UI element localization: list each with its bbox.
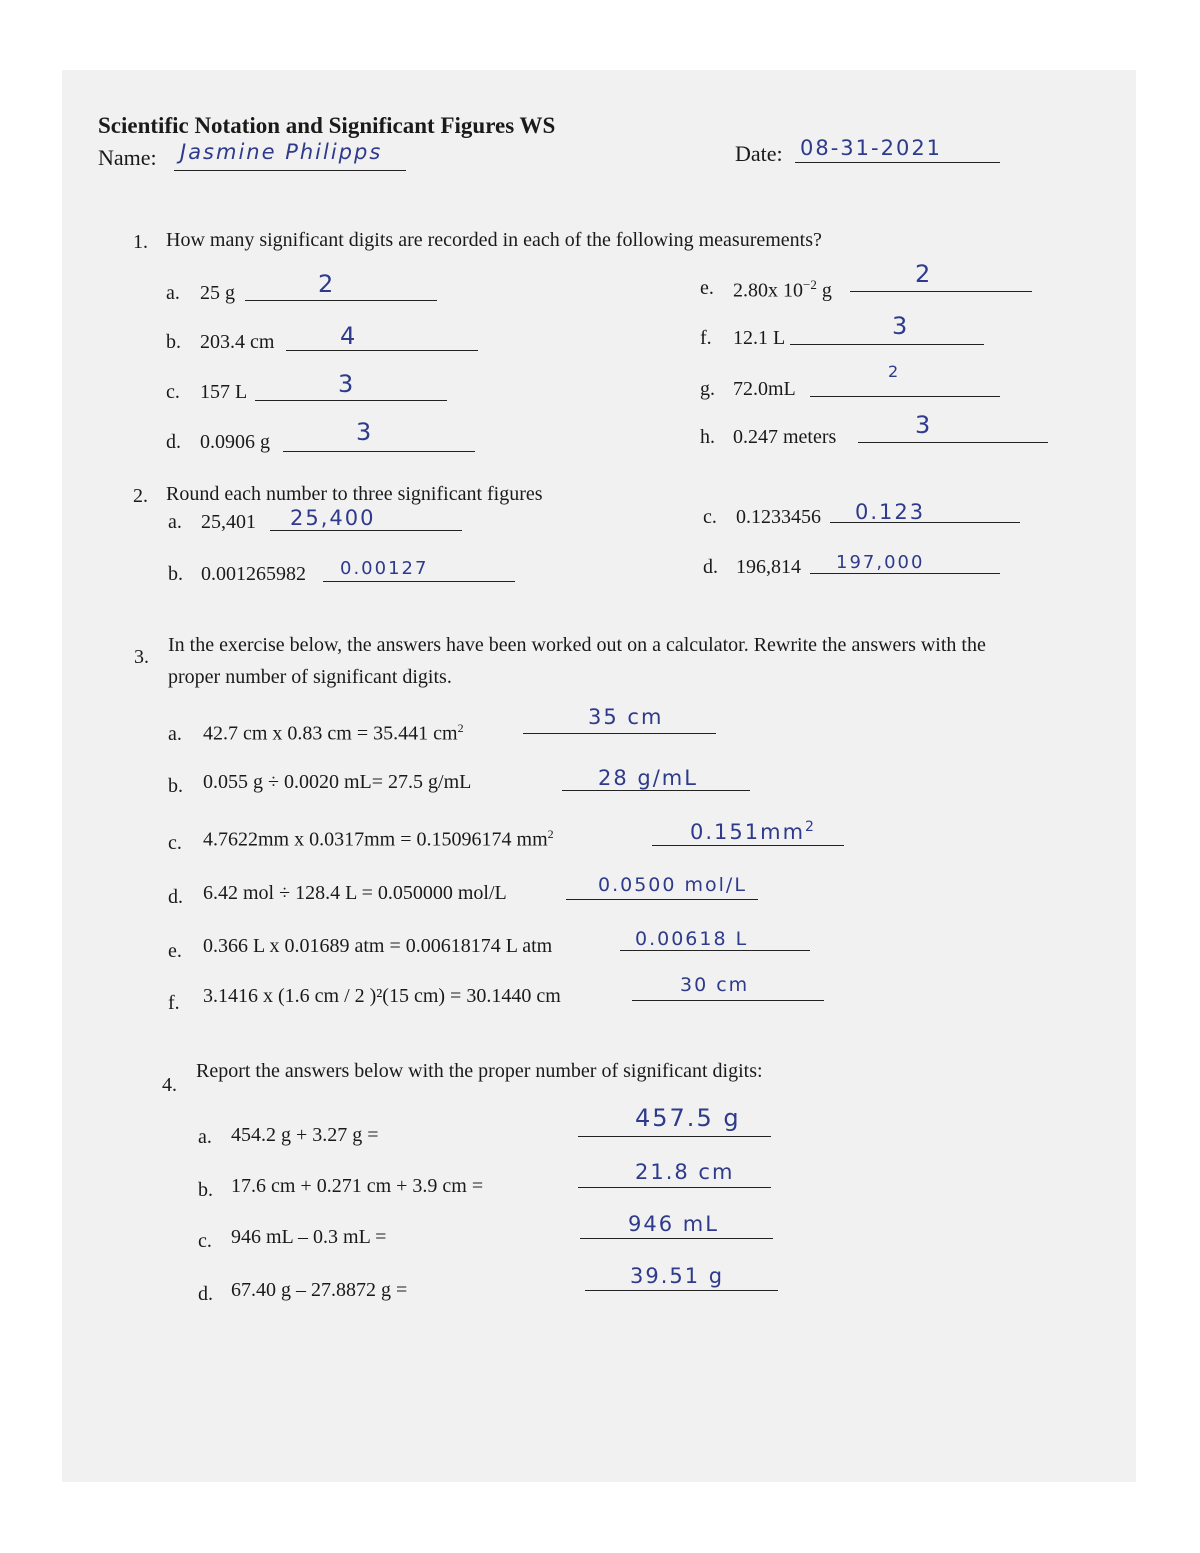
answer-line bbox=[578, 1187, 771, 1188]
q1g-answer: 2 bbox=[888, 362, 901, 381]
q4a-text: 454.2 g + 3.27 g = bbox=[231, 1124, 379, 1146]
q3a-answer: 35 cm bbox=[588, 705, 664, 729]
worksheet-title: Scientific Notation and Significant Figures WS bbox=[98, 113, 556, 138]
q1e-text bbox=[733, 277, 832, 303]
q1f-text: 12.1 L bbox=[733, 327, 786, 349]
q1b-answer: 4 bbox=[340, 322, 358, 350]
name-label: Name: bbox=[98, 145, 157, 170]
answer-line bbox=[255, 400, 447, 401]
q3c-text bbox=[203, 827, 554, 852]
q4c-label: c. bbox=[198, 1230, 212, 1252]
q1g-label: g. bbox=[700, 378, 715, 400]
q4b-text: 17.6 cm + 0.271 cm + 3.9 cm = bbox=[231, 1175, 484, 1197]
q1-number: 1. bbox=[133, 231, 148, 253]
q1f-answer: 3 bbox=[892, 312, 910, 340]
q3d-text: 6.42 mol ÷ 128.4 L = 0.050000 mol/L bbox=[203, 882, 507, 904]
answer-line bbox=[523, 733, 716, 734]
answer-line bbox=[850, 291, 1032, 292]
q1c-answer: 3 bbox=[338, 370, 356, 398]
answer-line bbox=[858, 442, 1048, 443]
q1h-label: h. bbox=[700, 426, 715, 448]
q2a-label: a. bbox=[168, 511, 182, 533]
q1f-label: f. bbox=[700, 327, 712, 349]
q1b-text: 203.4 cm bbox=[200, 331, 275, 353]
q4c-text: 946 mL – 0.3 mL = bbox=[231, 1226, 387, 1248]
q4-number: 4. bbox=[162, 1074, 177, 1096]
q3f-label: f. bbox=[168, 992, 180, 1014]
q3-prompt-line1: In the exercise below, the answers have been worked out on a calculator. Rewrite the answers with the bbox=[168, 634, 986, 656]
q1e-label: e. bbox=[700, 277, 714, 299]
q1d-text: 0.0906 g bbox=[200, 431, 270, 453]
q2a-text: 25,401 bbox=[201, 511, 256, 533]
answer-line bbox=[810, 573, 1000, 574]
answer-line bbox=[283, 451, 475, 452]
answer-line bbox=[632, 1000, 824, 1001]
answer-line bbox=[620, 950, 810, 951]
q3c-expression: 4.7622mm x 0.0317mm = 0.15096174 mm bbox=[203, 828, 548, 851]
q1d-label: d. bbox=[166, 431, 181, 453]
q1h-text: 0.247 meters bbox=[733, 426, 837, 448]
q4-prompt: Report the answers below with the proper number of significant digits: bbox=[196, 1060, 763, 1082]
answer-line bbox=[585, 1290, 778, 1291]
q4c-answer: 946 mL bbox=[628, 1212, 719, 1236]
date-line bbox=[795, 162, 1000, 163]
q2a-answer: 25,400 bbox=[290, 506, 376, 530]
q1b-label: b. bbox=[166, 331, 181, 353]
q2c-label: c. bbox=[703, 506, 717, 528]
q3f-answer: 30 cm bbox=[680, 974, 750, 996]
q2d-answer: 197,000 bbox=[836, 552, 925, 573]
answer-line bbox=[578, 1136, 771, 1137]
answer-line bbox=[830, 522, 1020, 523]
q3c-answer bbox=[690, 819, 816, 844]
q3e-text: 0.366 L x 0.01689 atm = 0.00618174 L atm bbox=[203, 935, 553, 957]
q4a-answer: 457.5 g bbox=[635, 1104, 741, 1132]
answer-line bbox=[790, 344, 984, 345]
q4a-label: a. bbox=[198, 1126, 212, 1148]
q3-prompt-line2: proper number of significant digits. bbox=[168, 666, 452, 688]
q1g-text: 72.0mL bbox=[733, 378, 796, 400]
q1-prompt: How many significant digits are recorded in each of the following measurements? bbox=[166, 229, 822, 251]
q1h-answer: 3 bbox=[915, 411, 933, 439]
q2b-text: 0.001265982 bbox=[201, 563, 306, 585]
q1e-exponent: −2 bbox=[803, 277, 817, 292]
answer-line bbox=[562, 790, 750, 791]
q2-prompt: Round each number to three significant figures bbox=[166, 483, 543, 505]
q2c-text: 0.1233456 bbox=[736, 506, 821, 528]
answer-line bbox=[270, 530, 462, 531]
q3-number: 3. bbox=[134, 646, 149, 668]
answer-line bbox=[245, 300, 437, 301]
name-value: Jasmine Philipps bbox=[180, 140, 383, 164]
q2-number: 2. bbox=[133, 485, 148, 507]
q2c-answer: 0.123 bbox=[855, 500, 926, 524]
q3a-text bbox=[203, 721, 464, 746]
q3a-label: a. bbox=[168, 723, 182, 745]
q3b-answer: 28 g/mL bbox=[598, 766, 698, 790]
date-value: 08-31-2021 bbox=[800, 136, 943, 160]
q3e-label: e. bbox=[168, 940, 182, 962]
q3f-text: 3.1416 x (1.6 cm / 2 )²(15 cm) = 30.1440 cm bbox=[203, 985, 561, 1007]
q4d-label: d. bbox=[198, 1283, 213, 1305]
q2d-text: 196,814 bbox=[736, 556, 801, 578]
answer-line bbox=[286, 350, 478, 351]
q4d-text: 67.40 g – 27.8872 g = bbox=[231, 1279, 408, 1301]
q3c-answer-value: 0.151mm bbox=[690, 820, 806, 844]
answer-line bbox=[810, 396, 1000, 397]
q3b-label: b. bbox=[168, 775, 183, 797]
q1e-unit: g bbox=[821, 279, 832, 302]
q3c-exponent: 2 bbox=[547, 827, 554, 841]
q1a-answer: 2 bbox=[318, 270, 336, 298]
answer-line bbox=[580, 1238, 773, 1239]
answer-line bbox=[652, 845, 844, 846]
q3c-label: c. bbox=[168, 832, 182, 854]
q2b-answer: 0.00127 bbox=[340, 558, 429, 579]
q1c-text: 157 L bbox=[200, 381, 248, 403]
q3b-text: 0.055 g ÷ 0.0020 mL= 27.5 g/mL bbox=[203, 771, 472, 793]
q3c-answer-exponent: 2 bbox=[805, 819, 816, 835]
q3a-expression: 42.7 cm x 0.83 cm = 35.441 cm bbox=[203, 722, 458, 745]
date-label: Date: bbox=[735, 141, 783, 166]
q3d-label: d. bbox=[168, 886, 183, 908]
answer-line bbox=[323, 581, 515, 582]
q4b-label: b. bbox=[198, 1179, 213, 1201]
q2b-label: b. bbox=[168, 563, 183, 585]
q4b-answer: 21.8 cm bbox=[635, 1160, 735, 1184]
q1a-label: a. bbox=[166, 282, 180, 304]
q3d-answer: 0.0500 mol/L bbox=[598, 874, 747, 896]
q1c-label: c. bbox=[166, 381, 180, 403]
q3a-exponent: 2 bbox=[457, 721, 464, 735]
q3e-answer: 0.00618 L bbox=[635, 928, 749, 950]
q1e-answer: 2 bbox=[915, 260, 933, 288]
q1e-base: 2.80x 10 bbox=[733, 279, 803, 302]
q1a-text: 25 g bbox=[200, 282, 235, 304]
q4d-answer: 39.51 g bbox=[630, 1264, 725, 1288]
name-line bbox=[174, 170, 406, 171]
answer-line bbox=[566, 899, 758, 900]
q2d-label: d. bbox=[703, 556, 718, 578]
q1d-answer: 3 bbox=[356, 418, 374, 446]
